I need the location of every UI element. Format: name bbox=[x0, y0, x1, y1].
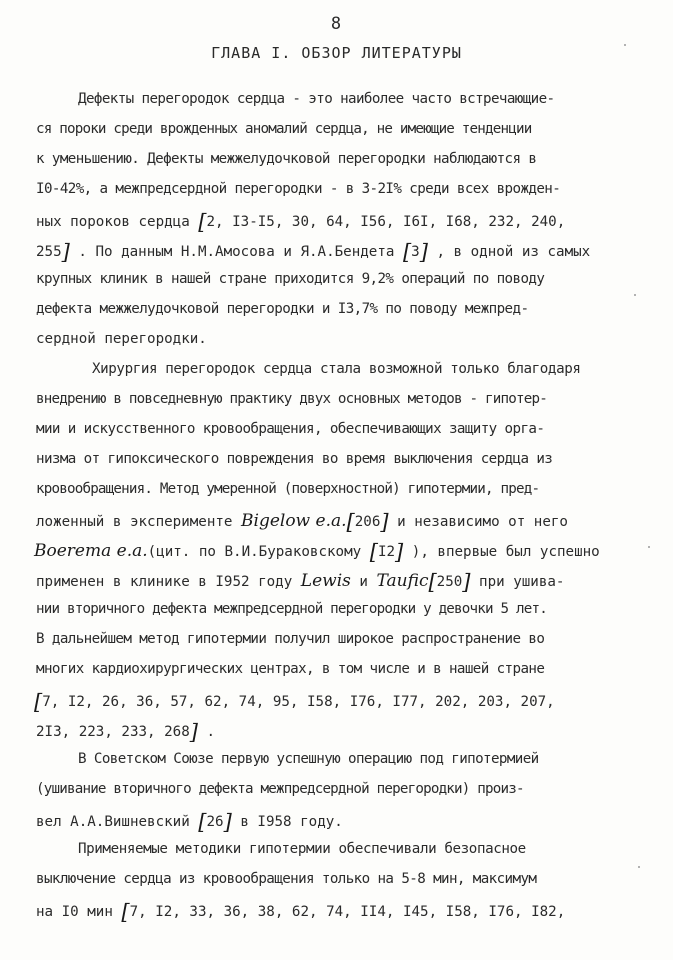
text-line bbox=[36, 242, 590, 263]
bracket-open: [ bbox=[198, 810, 207, 834]
text-fragment: на I0 мин bbox=[36, 904, 113, 920]
text-line: В дальнейшем метод гипотермии получил широкое распространение во bbox=[36, 631, 545, 647]
text-line: низма от гипоксического повреждения во время выключения сердца из bbox=[36, 451, 553, 467]
text-line: (ушивание вторичного дефекта межпредсердной перегородки) произ- bbox=[36, 781, 524, 797]
scan-speck bbox=[638, 866, 640, 868]
text-line bbox=[36, 212, 565, 233]
text-line: Применяемые методики гипотермии обеспечивали безопасное bbox=[78, 841, 526, 857]
text-fragment: и bbox=[359, 574, 368, 590]
text-line bbox=[36, 512, 568, 533]
bracket-open: [ bbox=[346, 510, 355, 534]
text-fragment: . bbox=[206, 724, 216, 740]
text-fragment: ), впервые был успешно bbox=[411, 544, 600, 560]
citation-refs: 2, I3-I5, 30, 64, I56, I6I, I68, 232, 240, bbox=[206, 214, 566, 230]
handwritten-author: Boerema e.a. bbox=[34, 541, 148, 561]
bracket-open: [ bbox=[428, 570, 437, 594]
text-fragment: . По данным Н.М.Амосова и Я.А.Бендета bbox=[78, 244, 395, 260]
citation-refs: 7, I2, 33, 36, 38, 62, 74, II4, I45, I58, I76, I82, bbox=[129, 904, 566, 920]
text-line: нии вторичного дефекта межпредсердной перегородки у девочки 5 лет. bbox=[36, 601, 547, 617]
text-line: I0-42%, а межпредсердной перегородки - в 3-2I% среди всех врожден- bbox=[36, 181, 561, 197]
text-line bbox=[36, 722, 215, 743]
bracket-open: [ bbox=[198, 210, 207, 234]
text-line bbox=[36, 812, 343, 833]
text-line bbox=[34, 692, 555, 713]
text-fragment: (цит. по В.И.Бураковскому bbox=[147, 544, 362, 560]
bracket-open: [ bbox=[121, 900, 130, 924]
page-number: 8 bbox=[330, 14, 343, 34]
bracket-close: ] bbox=[395, 540, 404, 564]
bracket-close: ] bbox=[462, 570, 471, 594]
bracket-close: ] bbox=[61, 240, 70, 264]
text-line: Дефекты перегородок сердца - это наиболее часто встречающие- bbox=[78, 91, 555, 107]
bracket-open: [ bbox=[369, 540, 378, 564]
bracket-close: ] bbox=[380, 510, 389, 534]
bracket-close: ] bbox=[223, 810, 232, 834]
text-fragment: ных пороков сердца bbox=[36, 214, 190, 230]
text-line: ся пороки среди врожденных аномалий сердца, не имеющие тенденции bbox=[36, 121, 532, 137]
scan-speck bbox=[648, 546, 650, 548]
text-line bbox=[36, 572, 564, 593]
citation-refs: 7, I2, 26, 36, 57, 62, 74, 95, I58, I76, I77, 202, 203, 207, bbox=[42, 694, 555, 710]
scan-speck bbox=[624, 44, 626, 46]
bracket-open: [ bbox=[402, 240, 412, 264]
text-line: Хирургия перегородок сердца стала возможной только благодаря bbox=[92, 361, 581, 377]
bracket-close: ] bbox=[419, 240, 428, 264]
text-fragment: вел А.А.Вишневский bbox=[36, 814, 190, 830]
text-line bbox=[34, 542, 600, 563]
text-line: дефекта межжелудочковой перегородки и I3,7% по поводу межпред- bbox=[36, 301, 529, 317]
chapter-title: ГЛАВА I. ОБЗОР ЛИТЕРАТУРЫ bbox=[211, 44, 462, 62]
text-line: выключение сердца из кровообращения только на 5-8 мин, максимум bbox=[36, 871, 537, 887]
bracket-close: ] bbox=[189, 720, 198, 744]
text-line: мии и искусственного кровообращения, обеспечивающих защиту орга- bbox=[36, 421, 545, 437]
citation-refs: 2I3, 223, 233, 268 bbox=[36, 724, 190, 740]
text-fragment: ложенный в эксперименте bbox=[36, 514, 233, 530]
text-line: сердной перегородки. bbox=[36, 331, 207, 347]
citation-refs: 250 bbox=[436, 574, 463, 590]
text-line: В Советском Союзе первую успешную операцию под гипотермией bbox=[78, 751, 539, 767]
handwritten-author: Bigelow e.a. bbox=[241, 511, 347, 531]
text-fragment: при ушива- bbox=[479, 574, 565, 590]
citation-refs: I2 bbox=[377, 544, 396, 560]
text-fragment: применен в клинике в I952 году bbox=[36, 574, 293, 590]
bracket-open: [ bbox=[34, 690, 43, 714]
citation-refs: 255 bbox=[36, 244, 62, 260]
citation-refs: 206 bbox=[354, 514, 381, 530]
text-fragment: и независимо от него bbox=[397, 514, 568, 530]
citation-refs: 26 bbox=[206, 814, 224, 830]
text-line: кровообращения. Метод умеренной (поверхностной) гипотермии, пред- bbox=[36, 481, 540, 497]
text-line bbox=[36, 902, 565, 923]
text-line: многих кардиохирургических центрах, в том числе и в нашей стране bbox=[36, 661, 545, 677]
handwritten-author: Taufic bbox=[376, 571, 429, 591]
text-line: внедрению в повседневную практику двух основных методов - гипотер- bbox=[36, 391, 547, 407]
text-fragment: в I958 году. bbox=[240, 814, 343, 830]
citation-refs: 3 bbox=[411, 244, 420, 260]
scan-speck bbox=[634, 294, 636, 296]
handwritten-author: Lewis bbox=[300, 571, 351, 591]
text-fragment: , в одной из самых bbox=[436, 244, 591, 260]
text-line: крупных клиник в нашей стране приходится 9,2% операций по поводу bbox=[36, 271, 545, 287]
text-line: к уменьшению. Дефекты межжелудочковой перегородки наблюдаются в bbox=[36, 151, 537, 167]
